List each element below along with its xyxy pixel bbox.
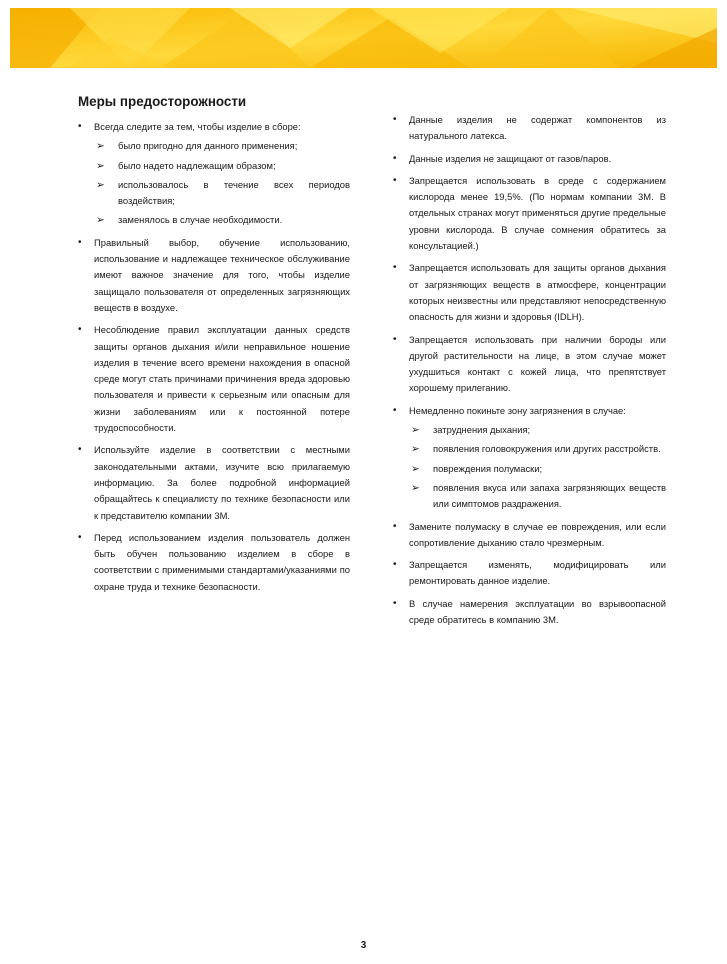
list-item: • Несоблюдение правил эксплуатации данных средств защиты органов дыхания и/или неправильное ношение изделия в течение всего времени нахождения в опасной среде могут стать причинами причинения вреда здоровью пользователя и привести к серьезным или опасным для жизни заболеваниям или к постоянной потере трудоспособности. xyxy=(78,324,350,434)
list-item: • Немедленно покиньте зону загрязнения в случае: ➢ затруднения дыхания; ➢ появления головокружения или других расстройств. ➢ повреждения полумаски; ➢ появления вкуса или запаха загрязняющих веществ или симптомов раздражения. xyxy=(393,403,666,513)
page-number: 3 xyxy=(360,940,367,951)
bullet-icon: • xyxy=(393,559,397,571)
sub-list-item: ➢ появления головокружения или других расстройств. xyxy=(409,441,666,457)
sub-list-item: ➢ появления вкуса или запаха загрязняющих веществ или симптомов раздражения. xyxy=(411,481,666,510)
arrow-bullet-icon: ➢ xyxy=(96,140,105,153)
list-item: • В случае намерения эксплуатации во взрывоопасной среде обратитесь в компанию 3М. xyxy=(393,597,666,626)
bullet-icon: • xyxy=(393,114,397,125)
list-item: • Всегда следите за тем, чтобы изделие в сборе: ➢ было пригодно для данного применения; ➢ было надето надлежащим образом; ➢ использовалось в течение всех периодов воздействия; ➢ заменялось в случае необходимости. xyxy=(78,119,350,229)
bullet-icon: • xyxy=(393,597,397,609)
list-item: • Запрещается использовать для защиты органов дыхания от загрязняющих веществ в атмосфере, концентрации которых неизвестны или представляют непосредственную опасность для жизни и здоровья (IDLH). xyxy=(393,262,666,323)
right-list xyxy=(393,112,666,628)
bullet-icon: • xyxy=(393,404,397,416)
list-item: • Правильный выбор, обучение использованию, использование и надлежащее техническое обслуживание имеют важное значение для того, чтобы изделие защищало пользователя от определенных загрязняющих веществ в воздухе. xyxy=(78,236,350,313)
bullet-icon: • xyxy=(393,333,397,345)
sub-list xyxy=(409,422,666,512)
bullet-icon: • xyxy=(78,121,82,132)
list-item: • Запрещается изменять, модифицировать или ремонтировать данное изделие. xyxy=(393,559,666,587)
bullet-icon: • xyxy=(78,531,82,543)
left-list xyxy=(78,119,350,595)
arrow-bullet-icon: ➢ xyxy=(411,462,420,475)
sub-list-item: ➢ было надето надлежащим образом; xyxy=(94,158,350,174)
list-item: • Перед использованием изделия пользователь должен быть обучен пользованию изделием в сборе в соответствии с применимыми стандартами/указаниями по охране труда и технике безопасности. xyxy=(78,531,350,592)
bullet-icon: • xyxy=(78,324,82,336)
section-title: Меры предосторожности xyxy=(78,94,247,109)
arrow-bullet-icon: ➢ xyxy=(411,443,420,456)
bullet-icon: • xyxy=(393,152,397,164)
arrow-bullet-icon: ➢ xyxy=(411,424,420,437)
sub-list-item: ➢ затруднения дыхания; xyxy=(409,422,666,438)
sub-list-item: ➢ повреждения полумаски; xyxy=(409,461,666,477)
arrow-bullet-icon: ➢ xyxy=(96,159,105,172)
list-item: • Используйте изделие в соответствии с местными законодательными актами, изучите всю прилагаемую информацию. За более подробной информацией обращайтесь к специалисту по технике безопасности или к представителю компании 3М. xyxy=(78,444,350,521)
sub-list-item: ➢ использовалось в течение всех периодов воздействия; xyxy=(96,178,350,207)
header-banner xyxy=(10,8,717,68)
list-item: • Замените полумаску в случае ее повреждения, или если сопротивление дыханию стало чрезмерным. xyxy=(393,520,666,548)
arrow-bullet-icon: ➢ xyxy=(96,178,105,191)
bullet-icon: • xyxy=(393,262,397,274)
list-item: • Данные изделия не содержат компонентов из натурального латекса. xyxy=(393,114,666,142)
left-column xyxy=(78,94,350,601)
arrow-bullet-icon: ➢ xyxy=(96,214,105,227)
bullet-icon: • xyxy=(78,444,82,456)
bullet-icon: • xyxy=(393,174,397,186)
sub-list-item: ➢ заменялось в случае необходимости. xyxy=(94,212,350,228)
banner-graphic xyxy=(10,8,717,68)
right-column xyxy=(393,112,666,634)
bullet-icon: • xyxy=(393,520,397,532)
list-item: • Запрещается использовать при наличии бороды или другой растительности на лице, в этом случае может ухудшиться контакт с кожей лица, что препятствует хорошему прилеганию. xyxy=(393,333,666,394)
list-item: • Данные изделия не защищают от газов/паров. xyxy=(393,151,666,167)
list-item: • Запрещается использовать в среде с содержанием кислорода менее 19,5%. (По нормам компании 3М. В отдельных странах могут применяться другие предельные уровни кислорода. В случае сомнения обратитесь за консультацией.) xyxy=(393,174,666,252)
bullet-icon: • xyxy=(78,236,82,248)
sub-list xyxy=(94,138,350,228)
arrow-bullet-icon: ➢ xyxy=(411,481,420,494)
sub-list-item: ➢ было пригодно для данного применения; xyxy=(94,138,350,154)
